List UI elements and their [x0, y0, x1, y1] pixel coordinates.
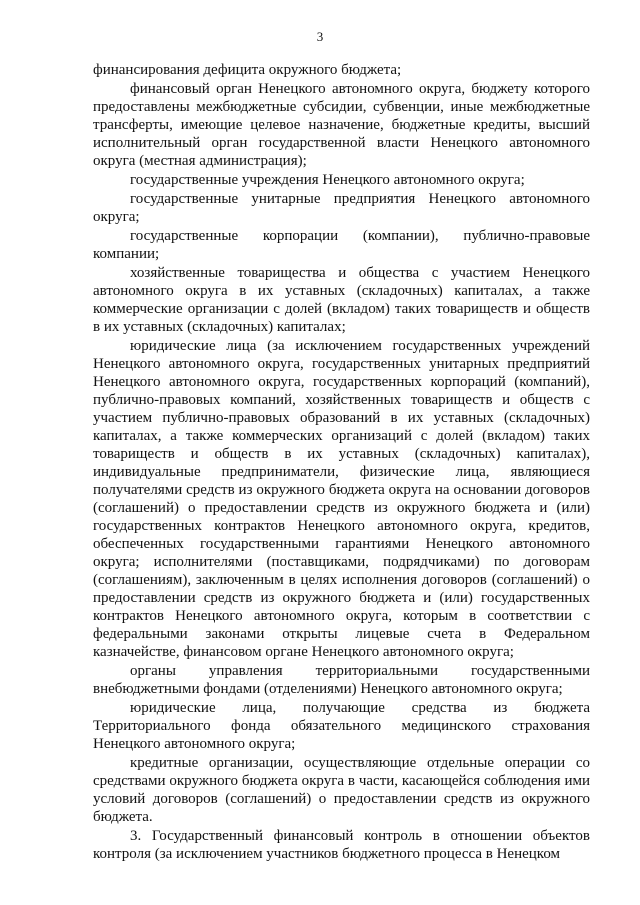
paragraph-legal-entities: юридические лица (за исключением государственных учреждений Ненецкого автономного округа, государственных унитарных предприятий Ненецкого автономного округа, государственных корпораций (компаний), публично-правовых компаний, хозяйственных товариществ и обществ с участием публично-правовых образований в их уставных (складочных) капиталах, а также коммерческих организаций с долей (вкладом) таких товариществ и обществ в их уставных (складочных) капиталах), индивидуальные предприниматели, физические лица, являющиеся получателями средств из окружного бюджета округа на основании договоров (соглашений) о предоставлении средств из окружного бюджета и (или) государственных контрактов Ненецкого автономного округа, кредитов, обеспеченных государственными гарантиями Ненецкого автономного округа; исполнителями (поставщиками, подрядчиками) по договорам (соглашениям), заключенным в целях исполнения договоров (соглашений) о предоставлении средств из окружного бюджета и (или) государственных контрактов Ненецкого автономного округа, которым в соответствии с федеральными законами открыты лицевые счета в Федеральном казначействе, финансовом органе Ненецкого автономного округа; — [93, 338, 590, 660]
paragraph-extrabudgetary-funds: органы управления территориальными государственными внебюджетными фондами (отделениями) Ненецкого автономного округа; — [93, 663, 590, 697]
page-number: 3 — [316, 29, 324, 44]
paragraph-financial-body: финансовый орган Ненецкого автономного округа, бюджету которого предоставлены межбюджетные субсидии, субвенции, иные межбюджетные трансферты, имеющие целевое назначение, бюджетные кредиты, высший исполнительный орган государственной власти Ненецкого автономного округа (местная администрация); — [93, 81, 590, 169]
paragraph-unitary-enterprises: государственные унитарные предприятия Ненецкого автономного округа; — [93, 191, 590, 225]
document-body — [93, 61, 590, 864]
paragraph-business-partnerships: хозяйственные товарищества и общества с участием Ненецкого автономного округа в их уставных (складочных) капиталах, а также коммерческие организации с долей (вкладом) таких товариществ и обществ в их уставных (складочных) капиталах; — [93, 265, 590, 335]
paragraph-credit-organizations: кредитные организации, осуществляющие отдельные операции со средствами окружного бюджета округа в части, касающейся соблюдения ими условий договоров (соглашений) о предоставлении средств из окружного бюджета. — [93, 755, 590, 825]
paragraph-state-institutions: государственные учреждения Ненецкого автономного округа; — [130, 172, 525, 188]
paragraph-medical-insurance-fund: юридические лица, получающие средства из бюджета Территориального фонда обязательного медицинского страхования Ненецкого автономного округа; — [93, 700, 590, 752]
paragraph-financing-deficit: финансирования дефицита окружного бюджета; — [93, 62, 402, 78]
paragraph-section-3: 3. Государственный финансовый контроль в отношении объектов контроля (за исключением участников бюджетного процесса в Ненецком — [93, 828, 590, 862]
paragraph-corporations: государственные корпорации (компании), публично-правовые компании; — [93, 228, 590, 262]
